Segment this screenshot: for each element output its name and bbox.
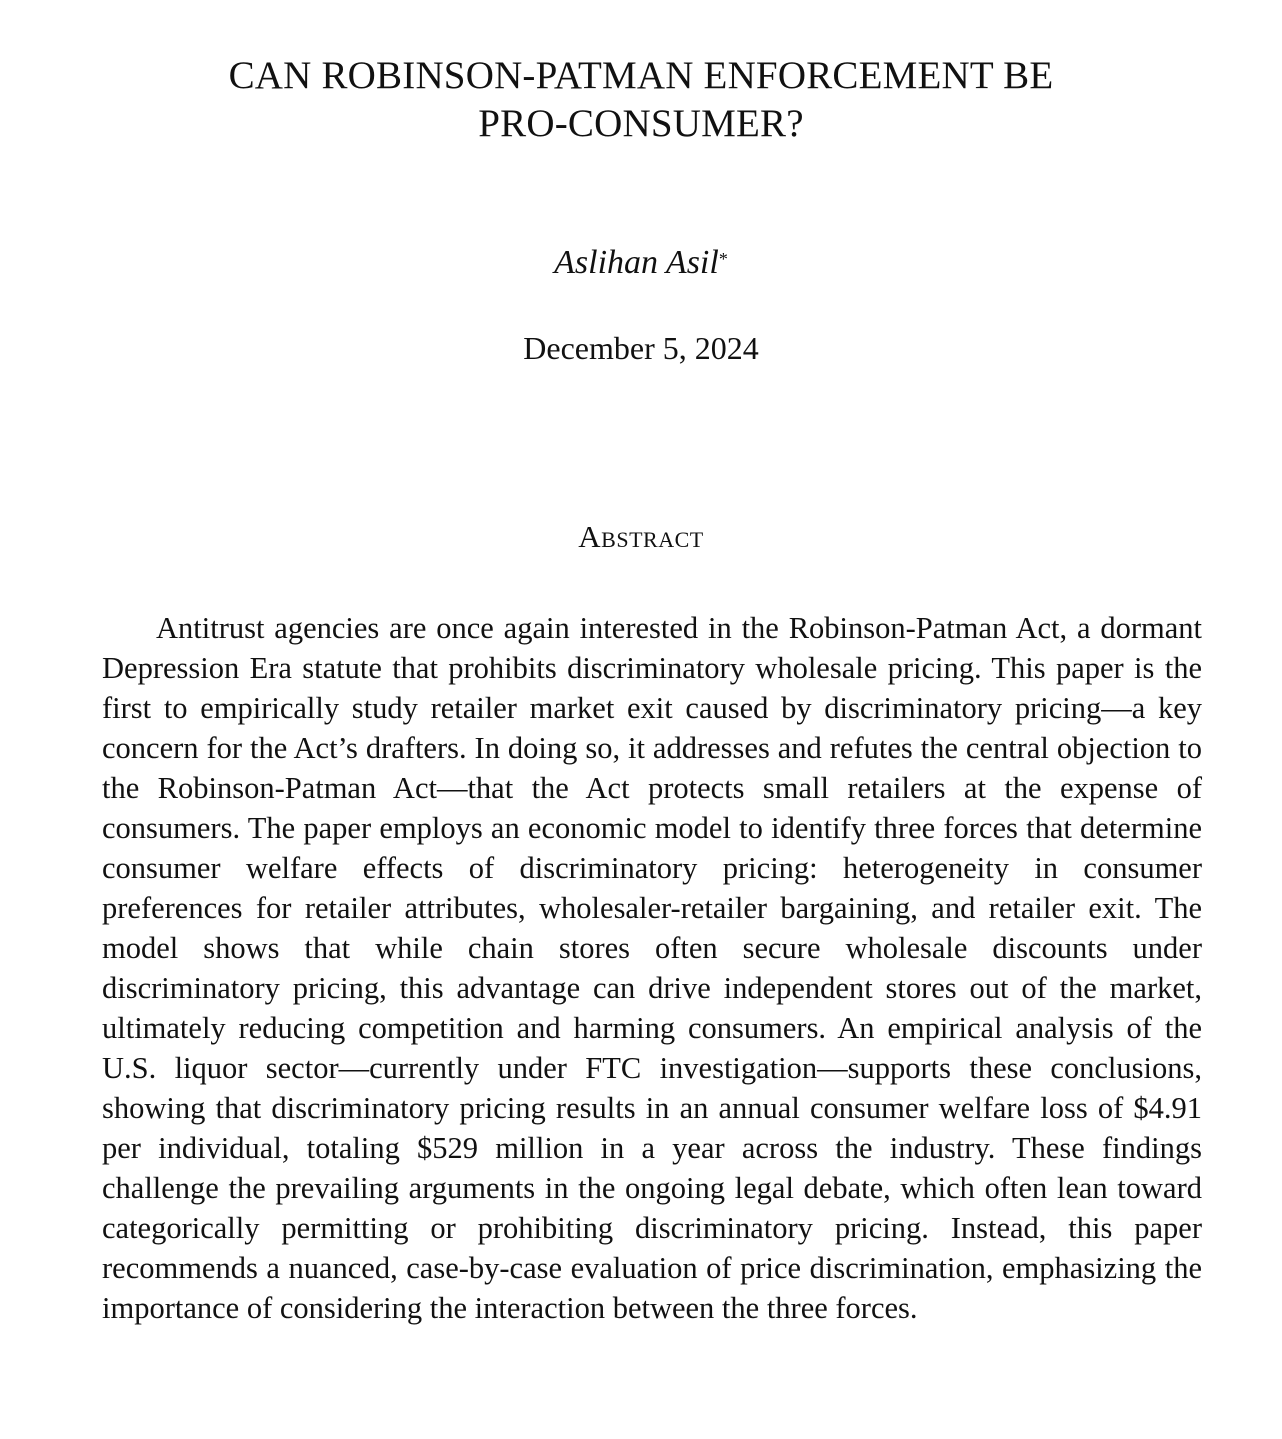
paper-title-line-1: CAN ROBINSON-PATMAN ENFORCEMENT BE xyxy=(228,54,1054,97)
publication-date: December 5, 2024 xyxy=(523,330,759,366)
author-name: Aslihan Asil xyxy=(554,244,719,281)
paper-title-line-2: PRO-CONSUMER? xyxy=(478,102,804,145)
author-line xyxy=(0,241,1282,285)
author-footnote-mark[interactable]: * xyxy=(718,249,728,269)
abstract-body: Antitrust agencies are once again interested in the Robinson-Patman Act, a dormant Depression Era statute that prohibits discriminatory wholesale pricing. This paper is the first to empirically study retailer market exit caused by discriminatory pricing—a key concern for the Act’s drafters. In doing so, it addresses and refutes the central objection to the Robinson-Patman Act—that the Act protects small retailers at the expense of consumers. The paper employs an economic model to identify three forces that determine consumer welfare effects of discriminatory pricing: heterogeneity in consumer preferences for retailer attributes, wholesaler-retailer bargaining, and retailer exit. The model shows that while chain stores often secure wholesale discounts under discriminatory pricing, this advantage can drive independent stores out of the market, ultimately reducing competition and harming consumers. An empirical analysis of the U.S. liquor sector—currently under FTC investigation—supports these conclusions, showing that discriminatory pricing results in an annual consumer welfare loss of $4.91 per individual, totaling $529 million in a year across the industry. These findings challenge the prevailing arguments in the ongoing legal debate, which often lean toward categorically permitting or prohibiting discriminatory pricing. Instead, this paper recommends a nuanced, case-by-case evaluation of price discrimination, emphasizing the importance of considering the interaction between the three forces. xyxy=(102,611,1202,1325)
abstract-heading: Abstract xyxy=(578,519,704,554)
paper-title xyxy=(0,52,1282,148)
